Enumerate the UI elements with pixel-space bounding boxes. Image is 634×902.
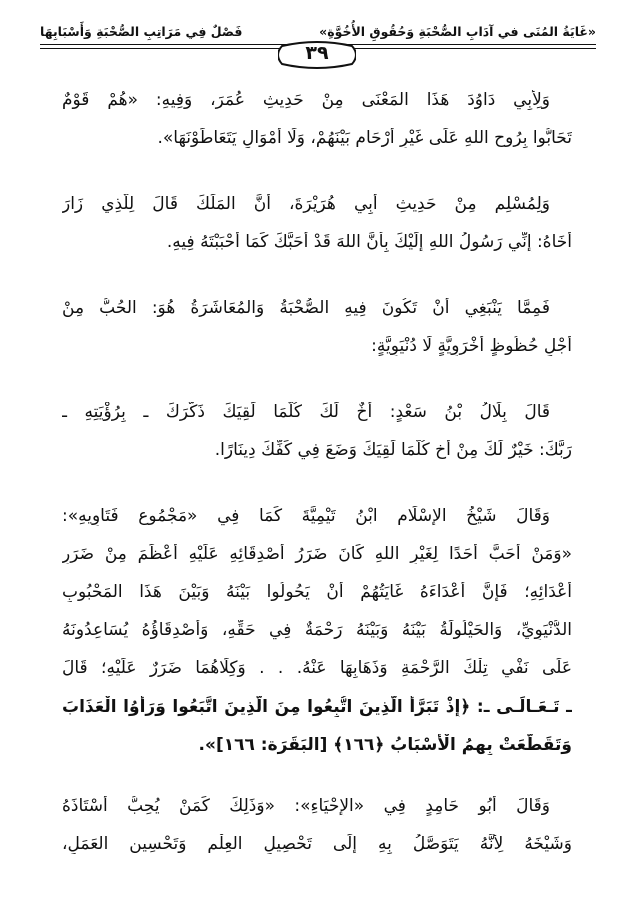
paragraph-5-line-6: ـ تَـعَـالَـى ـ: ﴿إِذْ تَبَرَّأَ الَّذِينَ اتُّبِعُوا مِنَ الَّذِينَ اتَّبَعُوا وَرَأَوُا الْعَذَابَ	[62, 697, 572, 717]
paragraph-5-line-1: وَقَالَ شَيْخُ الإِسْلَامِ ابْنُ تَيْمِيَّةَ كَمَا فِي «مَجْمُوعِ فَتَاوِيهِ»:	[62, 506, 550, 526]
book-title-header: «غَايَةُ المُنَى في آدَابِ الصُّحْبَةِ وَحُقُوقِ الأُخُوَّةِ»	[319, 24, 596, 39]
paragraph-1-line-2: تَحَابُّوا بِرُوحِ اللهِ عَلَى غَيْرِ أَرْحَامٍ بَيْنَهُمْ، وَلَا أَمْوَالٍ يَتَعَاطَوْنَهَا».	[157, 128, 572, 148]
paragraph-6-line-1: وَقَالَ أَبُو حَامِدٍ فِي «الإِحْيَاءِ»: «وَذَلِكَ كَمَنْ يُحِبُّ أُسْتَاذَهُ	[62, 796, 550, 816]
paragraph-5-line-2: «وَمَنْ أَحَبَّ أَحَدًا لِغَيْرِ اللهِ كَانَ ضَرَرُ أَصْدِقَائِهِ عَلَيْهِ أَعْظَمَ مِنْ ضَرَرِ	[62, 544, 572, 564]
paragraph-4-line-1: قَالَ بِلَالُ بْنُ سَعْدٍ: أَخٌ لَكَ كُلَّمَا لَقِيَكَ ذَكَّرَكَ ـ بِرُؤْيَتِهِ ـ	[62, 402, 550, 422]
paragraph-6-line-2: وَشَيْخَهُ لِأَنَّهُ يَتَوَصَّلُ بِهِ إِلَى تَحْصِيلِ العِلْمِ وَتَحْسِينِ العَمَلِ،	[62, 834, 572, 854]
paragraph-5-line-4: الدُّنْيَوِيِّ، وَالحَيْلُولَةُ بَيْنَهُ وَبَيْنَهُ رَحْمَةٌ فِي حَقِّهِ، وَأَصْدِقَاؤُهُ يُسَاعِدُونَهُ	[62, 620, 572, 640]
paragraph-2-line-1: وَلِمُسْلِمٍ مِنْ حَدِيثِ أَبِي هُرَيْرَةَ، أَنَّ المَلَكَ قَالَ لِلَّذِي زَارَ	[62, 194, 550, 214]
paragraph-5-line-7: وَتَقَطَّعَتْ بِهِمُ الْأَسْبَابُ ﴿١٦٦﴾ [البَقَرَة: ١٦٦]».	[198, 735, 572, 755]
paragraph-5-line-5: عَلَى نَفْيِ تِلْكَ الرَّحْمَةِ وَذَهَابِهَا عَنْهُ. . . وَكِلَاهُمَا ضَرَرٌ عَلَيْهِ؛ قَالَ	[62, 658, 572, 678]
paragraph-3-line-1: فَمِمَّا يَنْبَغِي أَنْ تَكُونَ فِيهِ الصُّحْبَةُ وَالمُعَاشَرَةُ هُوَ: الحُبُّ مِنْ	[62, 298, 550, 318]
paragraph-2-line-2: أَخَاهُ: إِنِّي رَسُولُ اللهِ إِلَيْكَ بِأَنَّ اللهَ قَدْ أَحَبَّكَ كَمَا أَحْبَبْتَهُ فِيهِ.	[166, 232, 572, 252]
chapter-title-header: فَصْلٌ فِي مَرَاتِبِ الصُّحْبَةِ وَأَسْبَابِهَا	[40, 24, 243, 39]
paragraph-4-line-2: رَبَّكَ: خَيْرٌ لَكَ مِنْ أَخٍ كُلَّمَا لَقِيَكَ وَضَعَ فِي كَفِّكَ دِينَارًا.	[214, 440, 572, 460]
page-number: ٣٩	[305, 42, 329, 64]
paragraph-1-line-1: وَلِأَبِي دَاوُدَ هَذَا المَعْنَى مِنْ حَدِيثِ عُمَرَ، وَفِيهِ: «هُمْ قَوْمٌ	[62, 90, 550, 110]
paragraph-5-line-3: أَعْدَائِهِ؛ فَإِنَّ أَعْدَاءَهُ غَايَتُهُمْ أَنْ يَحُولُوا بَيْنَهُ وَبَيْنَ هَذَا المَحْبُوبِ	[62, 582, 572, 602]
paragraph-3-line-2: أَجْلِ حُظُوظٍ أُخْرَوِيَّةٍ لَا دُنْيَوِيَّةٍ:	[371, 336, 572, 356]
page-number-badge	[278, 40, 356, 70]
